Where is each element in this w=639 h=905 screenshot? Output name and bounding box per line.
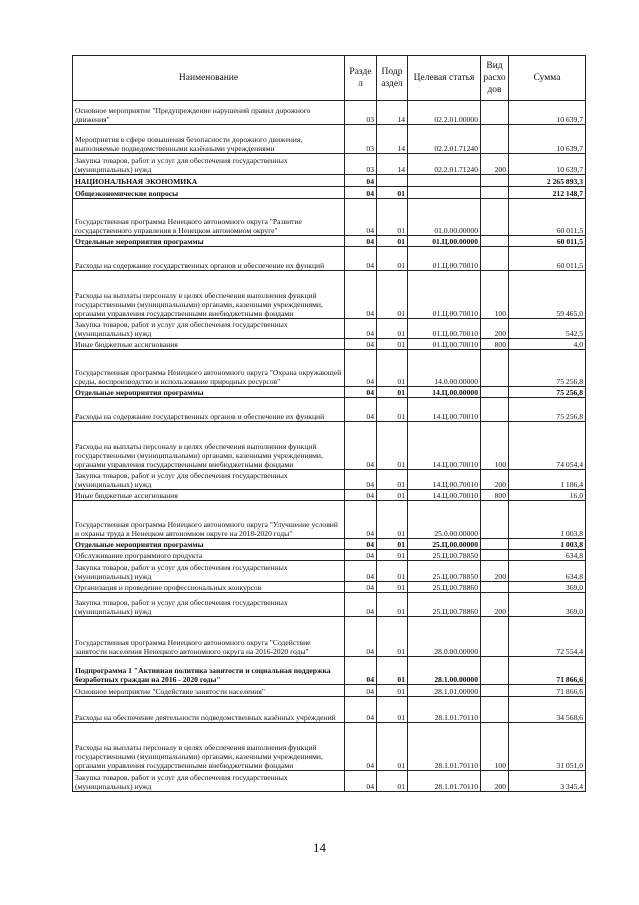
- row-podrazdel: 14: [377, 101, 408, 125]
- row-target-article: 01.Ц.00.70010: [408, 319, 481, 339]
- table-row: [73, 582, 586, 593]
- row-name: Расходы на выплаты персоналу в целях обеспечения выполнения функций государственными (муниципальными) органами, казенными учреждениями, органами управления государственными внебюджетными фондами: [73, 723, 345, 771]
- row-name: Закупка товаров, работ и услуг для обеспечения государственных (муниципальных) нужд: [73, 154, 345, 175]
- row-expense-type: [481, 398, 509, 422]
- row-podrazdel: 14: [377, 154, 408, 175]
- row-podrazdel: 01: [377, 422, 408, 470]
- row-target-article: 14.Ц.00.70010: [408, 490, 481, 501]
- row-sum: 542,5: [509, 319, 586, 339]
- table-row: [73, 187, 586, 199]
- row-expense-type: 200: [481, 319, 509, 339]
- row-sum: 10 639,7: [509, 101, 586, 125]
- row-target-article: 01.0.00.00000: [408, 199, 481, 236]
- row-name: Государственная программа Ненецкого автономного округа "Улучшение условий и охраны труда в Ненецком автономном округе на 2018-2020 годы": [73, 501, 345, 539]
- row-sum: 34 568,6: [509, 697, 586, 723]
- row-target-article: 28.1.01.70110: [408, 697, 481, 723]
- row-expense-type: [481, 582, 509, 593]
- table-row: [73, 398, 586, 422]
- table-row: [73, 723, 586, 771]
- table-row: [73, 470, 586, 490]
- row-expense-type: 800: [481, 339, 509, 350]
- row-podrazdel: 01: [377, 490, 408, 501]
- row-sum: 59 465,0: [509, 271, 586, 319]
- row-target-article: 25.0.00.00000: [408, 501, 481, 539]
- row-name: Расходы на содержание государственных органов и обеспечение их функций: [73, 398, 345, 422]
- row-sum: 10 639,7: [509, 154, 586, 175]
- row-name: Основное мероприятие "Предупреждение нарушений правил дорожного движения": [73, 101, 345, 125]
- row-expense-type: [481, 187, 509, 199]
- table-row: [73, 550, 586, 561]
- row-name: Государственная программа Ненецкого автономного округа "Содействие занятости населения Ненецкого автономного округа на 2016-2020 годы": [73, 617, 345, 657]
- row-target-article: 14.0.00.00000: [408, 350, 481, 387]
- header-sum: Сумма: [509, 56, 586, 101]
- row-expense-type: [481, 657, 509, 685]
- row-target-article: 25.Ц.00.00000: [408, 539, 481, 550]
- row-name: Расходы на выплаты персоналу в целях обеспечения выполнения функций государственными (муниципальными) органами, казенными учреждениями, органами управления государственными внебюджетными фондами: [73, 422, 345, 470]
- row-sum: 1 003,8: [509, 501, 586, 539]
- row-sum: 10 639,7: [509, 125, 586, 154]
- row-name: Отдельные мероприятия программы: [73, 539, 345, 550]
- header-podrazdel: Подр аздел: [377, 56, 408, 101]
- row-razdel: 04: [345, 339, 377, 350]
- row-podrazdel: 01: [377, 350, 408, 387]
- row-razdel: 03: [345, 154, 377, 175]
- row-sum: 75 256,8: [509, 398, 586, 422]
- row-name: Мероприятия в сфере повышения безопасности дорожного движения, выполняемые подведомственными казёнными учреждениями: [73, 125, 345, 154]
- row-podrazdel: [377, 175, 408, 187]
- row-name: Подпрограмма 1 "Активная политика занятости и социальная поддержка безработных граждан на 2016 - 2020 годы": [73, 657, 345, 685]
- header-name: Наименование: [73, 56, 345, 101]
- row-razdel: 04: [345, 199, 377, 236]
- row-podrazdel: 01: [377, 339, 408, 350]
- row-razdel: 04: [345, 697, 377, 723]
- row-target-article: 28.1.00.00000: [408, 657, 481, 685]
- row-podrazdel: 01: [377, 550, 408, 561]
- row-podrazdel: 01: [377, 723, 408, 771]
- row-name: Расходы на обеспечение деятельности подведомственных казённых учреждений: [73, 697, 345, 723]
- row-sum: 634,8: [509, 561, 586, 582]
- row-target-article: 28.0.00.00000: [408, 617, 481, 657]
- table-row: [73, 422, 586, 470]
- table-row: [73, 490, 586, 501]
- row-sum: 75 256,8: [509, 350, 586, 387]
- row-sum: 212 148,7: [509, 187, 586, 199]
- row-sum: 634,8: [509, 550, 586, 561]
- row-name: Закупка товаров, работ и услуг для обеспечения государственных (муниципальных) нужд: [73, 593, 345, 617]
- row-sum: 369,0: [509, 593, 586, 617]
- row-target-article: 14.Ц.00.70010: [408, 470, 481, 490]
- header-expense-type: Вид расхо дов: [481, 56, 509, 101]
- row-razdel: 04: [345, 539, 377, 550]
- row-expense-type: 100: [481, 422, 509, 470]
- row-expense-type: [481, 350, 509, 387]
- row-expense-type: 200: [481, 771, 509, 792]
- budget-table: [72, 55, 586, 792]
- row-name: Государственная программа Ненецкого автономного округа "Развитие государственного управления в Ненецком автономном округе": [73, 199, 345, 236]
- table-row: [73, 771, 586, 792]
- table-header-row: [73, 56, 586, 101]
- row-expense-type: [481, 387, 509, 398]
- row-expense-type: [481, 175, 509, 187]
- table-row: [73, 617, 586, 657]
- row-podrazdel: 01: [377, 187, 408, 199]
- row-target-article: 25.Ц.00.78860: [408, 582, 481, 593]
- row-sum: 71 866,6: [509, 685, 586, 697]
- row-expense-type: [481, 236, 509, 247]
- row-expense-type: 200: [481, 593, 509, 617]
- row-razdel: 03: [345, 125, 377, 154]
- row-sum: 4,0: [509, 339, 586, 350]
- table-row: [73, 101, 586, 125]
- row-name: Общеэкономические вопросы: [73, 187, 345, 199]
- row-name: Государственная программа Ненецкого автономного округа "Охрана окружающей среды, воспроизводство и использование природных ресурсов": [73, 350, 345, 387]
- row-razdel: 04: [345, 387, 377, 398]
- table-row: [73, 319, 586, 339]
- row-podrazdel: 01: [377, 470, 408, 490]
- row-razdel: 04: [345, 561, 377, 582]
- table-row: [73, 339, 586, 350]
- row-expense-type: [481, 685, 509, 697]
- table-row: [73, 199, 586, 236]
- table-row: [73, 154, 586, 175]
- row-podrazdel: 01: [377, 247, 408, 271]
- row-razdel: 04: [345, 685, 377, 697]
- row-podrazdel: 01: [377, 561, 408, 582]
- row-target-article: [408, 187, 481, 199]
- row-target-article: 25.Ц.00.78860: [408, 593, 481, 617]
- row-target-article: 28.1.01.00000: [408, 685, 481, 697]
- row-expense-type: [481, 101, 509, 125]
- row-name: Закупка товаров, работ и услуг для обеспечения государственных (муниципальных) нужд: [73, 561, 345, 582]
- table-row: [73, 387, 586, 398]
- table-row: [73, 501, 586, 539]
- row-razdel: 04: [345, 422, 377, 470]
- table-row: [73, 236, 586, 247]
- row-razdel: 04: [345, 470, 377, 490]
- row-podrazdel: 01: [377, 398, 408, 422]
- row-name: Закупка товаров, работ и услуг для обеспечения государственных (муниципальных) нужд: [73, 319, 345, 339]
- row-name: Иные бюджетные ассигнования: [73, 339, 345, 350]
- table-row: [73, 539, 586, 550]
- row-sum: 1 003,8: [509, 539, 586, 550]
- row-podrazdel: 01: [377, 685, 408, 697]
- row-razdel: 04: [345, 350, 377, 387]
- header-target-article: Целевая статья: [408, 56, 481, 101]
- row-expense-type: 200: [481, 154, 509, 175]
- row-razdel: 04: [345, 187, 377, 199]
- row-podrazdel: 01: [377, 617, 408, 657]
- row-target-article: 01.Ц.00.70010: [408, 339, 481, 350]
- row-razdel: 04: [345, 319, 377, 339]
- row-podrazdel: 01: [377, 236, 408, 247]
- header-razdel: Разде л: [345, 56, 377, 101]
- row-podrazdel: 01: [377, 271, 408, 319]
- row-razdel: 04: [345, 247, 377, 271]
- row-sum: 74 054,4: [509, 422, 586, 470]
- row-target-article: 02.2.01.00000: [408, 101, 481, 125]
- row-expense-type: [481, 697, 509, 723]
- row-target-article: 25.Ц.00.78850: [408, 561, 481, 582]
- row-podrazdel: 01: [377, 539, 408, 550]
- row-name: НАЦИОНАЛЬНАЯ ЭКОНОМИКА: [73, 175, 345, 187]
- row-expense-type: 100: [481, 271, 509, 319]
- table-body: [73, 101, 586, 792]
- row-expense-type: [481, 539, 509, 550]
- row-razdel: 04: [345, 593, 377, 617]
- row-razdel: 04: [345, 490, 377, 501]
- row-expense-type: [481, 247, 509, 271]
- row-name: Расходы на выплаты персоналу в целях обеспечения выполнения функций государственными (муниципальными) органами, казенными учреждениями, органами управления государственными внебюджетными фондами: [73, 271, 345, 319]
- row-razdel: 04: [345, 582, 377, 593]
- row-name: Закупка товаров, работ и услуг для обеспечения государственных (муниципальных) нужд: [73, 771, 345, 792]
- table-row: [73, 657, 586, 685]
- row-name: Основное мероприятие "Содействие занятости населения": [73, 685, 345, 697]
- row-target-article: 28.1.01.70110: [408, 723, 481, 771]
- row-podrazdel: 01: [377, 657, 408, 685]
- row-sum: 71 866,6: [509, 657, 586, 685]
- row-expense-type: [481, 125, 509, 154]
- row-sum: 31 051,0: [509, 723, 586, 771]
- row-razdel: 03: [345, 101, 377, 125]
- row-sum: 60 011,5: [509, 247, 586, 271]
- row-name: Отдельные мероприятия программы: [73, 236, 345, 247]
- row-razdel: 04: [345, 398, 377, 422]
- row-sum: 3 345,4: [509, 771, 586, 792]
- table-row: [73, 175, 586, 187]
- row-expense-type: [481, 550, 509, 561]
- row-target-article: 28.1.01.70110: [408, 771, 481, 792]
- row-expense-type: 200: [481, 561, 509, 582]
- row-expense-type: 800: [481, 490, 509, 501]
- row-expense-type: [481, 199, 509, 236]
- table-row: [73, 125, 586, 154]
- row-razdel: 04: [345, 175, 377, 187]
- row-expense-type: 200: [481, 470, 509, 490]
- row-target-article: [408, 175, 481, 187]
- row-target-article: 02.2.01.71240: [408, 125, 481, 154]
- row-name: Отдельные мероприятия программы: [73, 387, 345, 398]
- row-name: Организация и проведение профессиональных конкурсов: [73, 582, 345, 593]
- row-name: Расходы на содержание государственных органов и обеспечение их функций: [73, 247, 345, 271]
- table-row: [73, 561, 586, 582]
- row-podrazdel: 14: [377, 125, 408, 154]
- table-row: [73, 271, 586, 319]
- row-razdel: 04: [345, 550, 377, 561]
- row-razdel: 04: [345, 723, 377, 771]
- row-sum: 72 554,4: [509, 617, 586, 657]
- row-razdel: 04: [345, 617, 377, 657]
- table-row: [73, 350, 586, 387]
- row-podrazdel: 01: [377, 771, 408, 792]
- row-sum: 2 265 893,3: [509, 175, 586, 187]
- row-target-article: 14.Ц.00.70010: [408, 398, 481, 422]
- row-name: Обслуживание программного продукта: [73, 550, 345, 561]
- row-razdel: 04: [345, 501, 377, 539]
- row-podrazdel: 01: [377, 319, 408, 339]
- row-podrazdel: 01: [377, 593, 408, 617]
- row-sum: 60 011,5: [509, 236, 586, 247]
- row-expense-type: 100: [481, 723, 509, 771]
- row-razdel: 04: [345, 771, 377, 792]
- row-target-article: 01.Ц.00.00000: [408, 236, 481, 247]
- row-razdel: 04: [345, 657, 377, 685]
- row-target-article: 01.Ц.00.70010: [408, 271, 481, 319]
- row-podrazdel: 01: [377, 582, 408, 593]
- table-row: [73, 593, 586, 617]
- row-podrazdel: 01: [377, 501, 408, 539]
- row-target-article: 01.Ц.00.70010: [408, 247, 481, 271]
- row-target-article: 14.Ц.00.70010: [408, 422, 481, 470]
- row-target-article: 25.Ц.00.78850: [408, 550, 481, 561]
- row-expense-type: [481, 501, 509, 539]
- row-razdel: 04: [345, 271, 377, 319]
- row-sum: 16,0: [509, 490, 586, 501]
- row-target-article: 02.2.01.71240: [408, 154, 481, 175]
- row-sum: 369,0: [509, 582, 586, 593]
- table-row: [73, 697, 586, 723]
- row-name: Закупка товаров, работ и услуг для обеспечения государственных (муниципальных) нужд: [73, 470, 345, 490]
- row-expense-type: [481, 617, 509, 657]
- table-row: [73, 685, 586, 697]
- row-name: Иные бюджетные ассигнования: [73, 490, 345, 501]
- row-sum: 1 186,4: [509, 470, 586, 490]
- row-podrazdel: 01: [377, 199, 408, 236]
- row-target-article: 14.Ц.00.00000: [408, 387, 481, 398]
- row-sum: 60 011,5: [509, 199, 586, 236]
- row-podrazdel: 01: [377, 387, 408, 398]
- page-number: 14: [313, 840, 326, 855]
- row-razdel: 04: [345, 236, 377, 247]
- row-sum: 75 256,8: [509, 387, 586, 398]
- row-podrazdel: 01: [377, 697, 408, 723]
- table-row: [73, 247, 586, 271]
